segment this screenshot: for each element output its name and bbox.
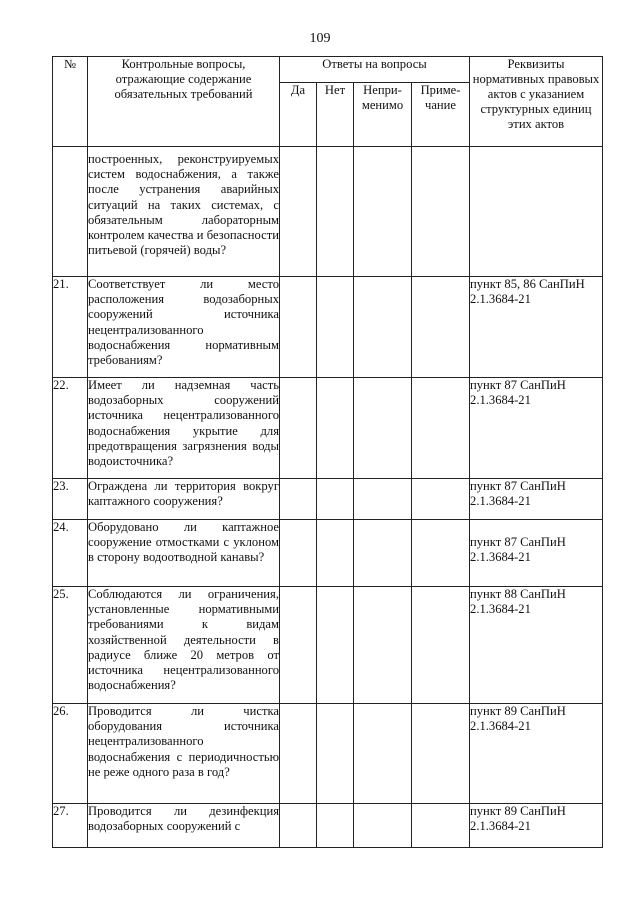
- answer-note-cell[interactable]: [412, 587, 470, 704]
- header-row-1: [53, 57, 603, 83]
- answer-yes-cell[interactable]: [280, 277, 317, 378]
- answer-yes-cell[interactable]: [280, 804, 317, 848]
- row-requisites: [470, 378, 603, 479]
- table-row: [53, 587, 603, 704]
- answer-yes-cell[interactable]: [280, 378, 317, 479]
- row-num: 27.: [53, 804, 88, 848]
- answer-yes-cell[interactable]: [280, 587, 317, 704]
- row-question: Проводится ли дезинфекция водозаборных сооружений с: [88, 804, 280, 848]
- row-requisites: [470, 147, 603, 277]
- header-note: Приме-чание: [412, 83, 470, 147]
- answer-yes-cell[interactable]: [280, 704, 317, 804]
- answer-no-cell[interactable]: [317, 520, 354, 587]
- answer-not-applicable-cell[interactable]: [354, 147, 412, 277]
- requisite-line: пункт 87 СанПиН: [470, 535, 566, 549]
- header-requisites: Реквизиты нормативных правовых актов с указанием структурных единиц этих актов: [470, 57, 603, 147]
- table-row: [53, 520, 603, 587]
- requisite-code: 2.1.3684-21: [470, 550, 531, 565]
- row-num: 25.: [53, 587, 88, 704]
- row-question: Имеет ли надземная часть водозаборных сооружений источника нецентрализованного водоснабжения укрытие для предотвращения загрязнения воды водоисточника?: [88, 378, 280, 479]
- answer-yes-cell[interactable]: [280, 520, 317, 587]
- answer-no-cell[interactable]: [317, 147, 354, 277]
- row-requisites: [470, 587, 603, 704]
- requisite-line: пункт 89 СанПиН: [470, 704, 566, 718]
- requisite-line: пункт 87 СанПиН: [470, 378, 566, 392]
- row-requisites: [470, 277, 603, 378]
- answer-yes-cell[interactable]: [280, 147, 317, 277]
- requisite-code: 2.1.3684-21: [470, 602, 531, 617]
- row-question: Оборудовано ли каптажное сооружение отмостками с уклоном в сторону водоотводной канавы?: [88, 520, 280, 587]
- row-num: 26.: [53, 704, 88, 804]
- requisite-line: пункт 87 СанПиН: [470, 479, 566, 493]
- row-num: 22.: [53, 378, 88, 479]
- answer-note-cell[interactable]: [412, 378, 470, 479]
- table-row: [53, 479, 603, 520]
- answer-no-cell[interactable]: [317, 587, 354, 704]
- page-number: 109: [309, 31, 331, 46]
- header-answers-group: Ответы на вопросы: [280, 57, 470, 83]
- answer-note-cell[interactable]: [412, 804, 470, 848]
- answer-yes-cell[interactable]: [280, 479, 317, 520]
- answer-not-applicable-cell[interactable]: [354, 378, 412, 479]
- table-row: [53, 804, 603, 848]
- row-num: 24.: [53, 520, 88, 587]
- row-requisites: [470, 704, 603, 804]
- answer-note-cell[interactable]: [412, 147, 470, 277]
- requisite-line: пункт 85, 86 СанПиН: [470, 277, 585, 291]
- row-question: Соблюдаются ли ограничения, установленные нормативными требованиями к видам хозяйственной деятельности в радиусе ближе 20 метров от источника нецентрализованного водоснабжения?: [88, 587, 280, 704]
- header-not-applicable: Непри-менимо: [354, 83, 412, 147]
- answer-note-cell[interactable]: [412, 479, 470, 520]
- row-question: Соответствует ли место расположения водозаборных сооружений источника нецентрализованного водоснабжения нормативным требованиям?: [88, 277, 280, 378]
- row-num: 23.: [53, 479, 88, 520]
- table-row: [53, 704, 603, 804]
- row-question: Проводится ли чистка оборудования источника нецентрализованного водоснабжения с периодичностью не реже одного раза в год?: [88, 704, 280, 804]
- header-questions: Контрольные вопросы, отражающие содержание обязательных требований: [88, 57, 280, 147]
- requisite-code: 2.1.3684-21: [470, 292, 531, 307]
- answer-no-cell[interactable]: [317, 479, 354, 520]
- row-num: [53, 147, 88, 277]
- row-question: Ограждена ли территория вокруг каптажного сооружения?: [88, 479, 280, 520]
- row-requisites: [470, 479, 603, 520]
- row-question: построенных, реконструируемых систем водоснабжения, а также после устранения аварийных ситуаций на таких системах, с обязательным лабораторным контролем качества и безопасности питьевой (горячей) воды?: [88, 147, 280, 277]
- header-no: Нет: [317, 83, 354, 147]
- requisite-code: 2.1.3684-21: [470, 719, 531, 734]
- header-num: №: [53, 57, 88, 147]
- answer-no-cell[interactable]: [317, 277, 354, 378]
- header-yes: Да: [280, 83, 317, 147]
- answer-not-applicable-cell[interactable]: [354, 277, 412, 378]
- answer-no-cell[interactable]: [317, 704, 354, 804]
- table-row: [53, 378, 603, 479]
- answer-not-applicable-cell[interactable]: [354, 804, 412, 848]
- row-num: 21.: [53, 277, 88, 378]
- table-row: [53, 277, 603, 378]
- answer-not-applicable-cell[interactable]: [354, 479, 412, 520]
- row-requisites: [470, 520, 603, 587]
- answer-note-cell[interactable]: [412, 704, 470, 804]
- answer-no-cell[interactable]: [317, 804, 354, 848]
- answer-no-cell[interactable]: [317, 378, 354, 479]
- requisite-code: 2.1.3684-21: [470, 819, 531, 834]
- answer-note-cell[interactable]: [412, 520, 470, 587]
- answer-not-applicable-cell[interactable]: [354, 520, 412, 587]
- requisite-line: пункт 89 СанПиН: [470, 804, 566, 818]
- table-row: [53, 147, 603, 277]
- requisite-line: пункт 88 СанПиН: [470, 587, 566, 601]
- row-requisites: [470, 804, 603, 848]
- checklist-table: [52, 56, 603, 848]
- answer-not-applicable-cell[interactable]: [354, 704, 412, 804]
- answer-note-cell[interactable]: [412, 277, 470, 378]
- requisite-code: 2.1.3684-21: [470, 494, 531, 509]
- answer-not-applicable-cell[interactable]: [354, 587, 412, 704]
- requisite-code: 2.1.3684-21: [470, 393, 531, 408]
